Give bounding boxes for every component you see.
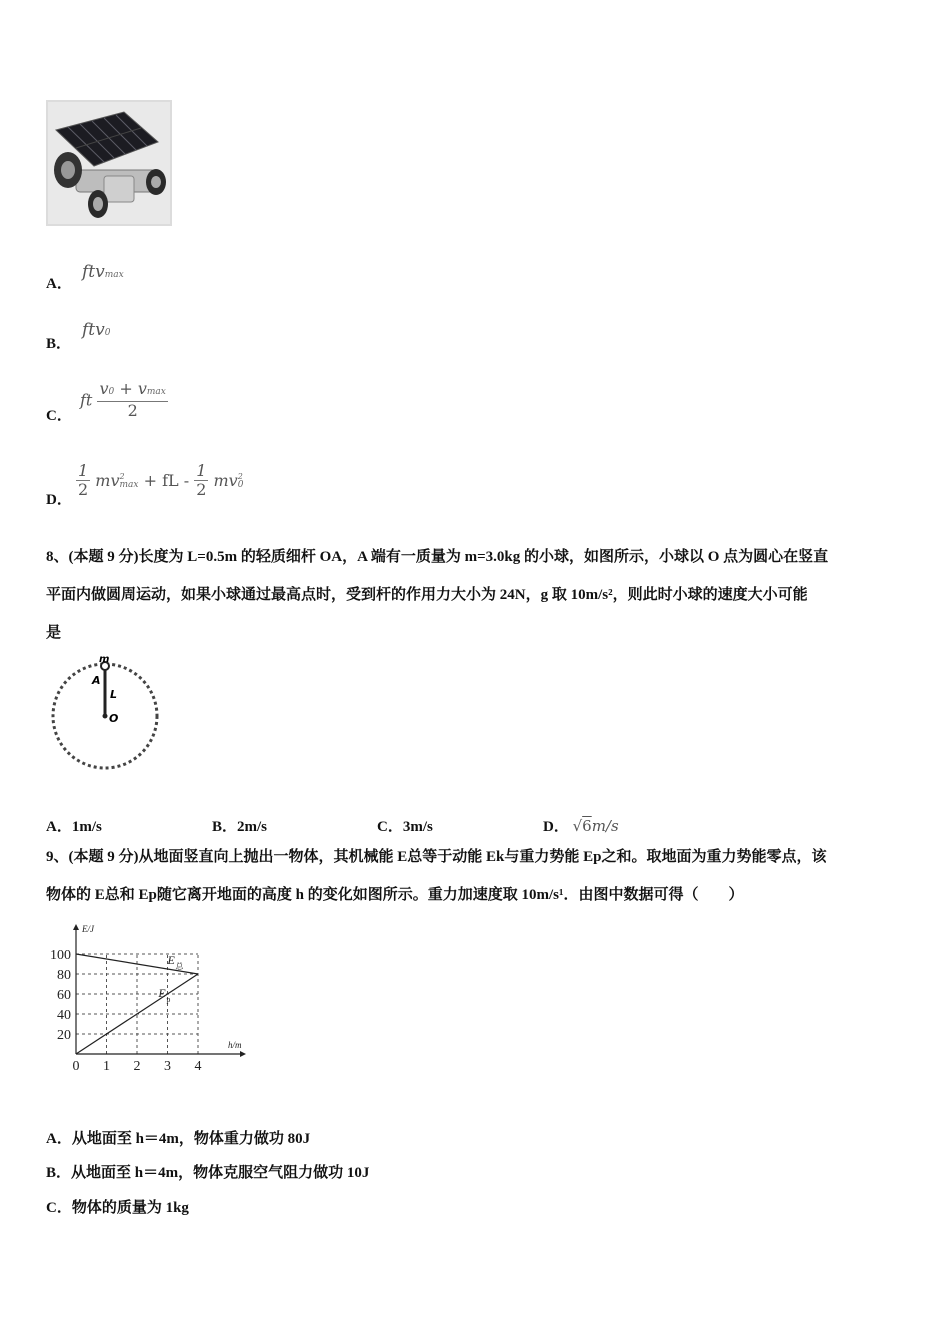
q9-option-b[interactable]: B．从地面至 h＝4m，物体克服空气阻力做功 10J <box>46 1165 370 1181</box>
q8-line-2: 平面内做圆周运动，如果小球通过最高点时，受到杆的作用力大小为 24N，g 取 10m/s²，则此时小球的速度大小可能 <box>46 587 808 603</box>
q7-option-b[interactable] <box>46 332 71 353</box>
q8-line-3: 是 <box>46 625 62 641</box>
x-tick-label: 2 <box>133 1059 141 1074</box>
q7-formula-c: ft $\frac{v0 + vmax}{2}$ <box>80 379 166 420</box>
q9-question <box>46 838 916 914</box>
x-tick-label: 4 <box>194 1059 202 1074</box>
q9-option-a[interactable]: A．从地面至 h＝4m，物体重力做功 80J <box>46 1131 311 1147</box>
q8-option-a[interactable]: A．1m/s <box>46 819 102 835</box>
y-axis-arrow <box>73 924 79 930</box>
series-label-sub: 总 <box>175 962 184 971</box>
fig-label-a: A <box>92 674 101 687</box>
q8-question <box>46 538 916 652</box>
option-a-label: A． <box>46 276 72 292</box>
y-tick-label: 40 <box>57 1008 71 1023</box>
x-tick-label: 0 <box>72 1059 80 1074</box>
q8-option-c[interactable]: C．3m/s <box>377 819 433 835</box>
q7-formula-b: ftv0 <box>82 320 111 340</box>
fig-label-o: O <box>109 712 119 725</box>
q9-option-c[interactable]: C．物体的质量为 1kg <box>46 1200 189 1216</box>
y-tick-label: 20 <box>57 1028 71 1043</box>
series-label-ep: E <box>158 986 166 1000</box>
q8-option-d[interactable]: D． √6m/s <box>543 817 619 835</box>
solar-car-image <box>46 100 172 226</box>
y-axis-label: E/J <box>82 924 94 934</box>
series-label-e-total: E <box>167 953 175 967</box>
q7-option-c[interactable] <box>46 404 72 425</box>
fig-label-l: L <box>110 688 118 701</box>
q8-circle-figure <box>48 654 163 772</box>
q9-line-1: 9、(本题 9 分)从地面竖直向上抛出一物体，其机械能 E总等于动能 Ek与重力势能 Ep之和。取地面为重力势能零点，该 <box>46 849 827 865</box>
y-tick-label: 60 <box>57 988 71 1003</box>
q7-formula-a: ftvmax <box>82 262 124 282</box>
x-axis-label: h/m <box>228 1040 242 1050</box>
x-axis-arrow <box>240 1051 246 1057</box>
q7-formula-d: $\frac{1}{2}$ mv 2 max + fL - $\frac{1}{2}$ mv 2 0 <box>78 461 244 499</box>
q7-option-d[interactable] <box>46 488 72 509</box>
series-label-sub: p <box>166 995 171 1004</box>
q9-line-2: 物体的 E总和 Ep随它离开地面的高度 h 的变化如图所示。重力加速度取 10m/s¹．由图中数据可得（ ） <box>46 887 744 903</box>
energy-height-chart <box>40 920 260 1092</box>
option-d-label: D． <box>46 492 72 508</box>
q8-option-b[interactable]: B．2m/s <box>212 819 268 835</box>
option-c-label: C． <box>46 408 72 424</box>
option-b-label: B． <box>46 336 72 352</box>
q7-option-a[interactable] <box>46 272 72 293</box>
x-tick-label: 1 <box>103 1059 110 1074</box>
y-tick-label: 80 <box>57 968 71 983</box>
fig-label-m: m <box>99 654 110 665</box>
x-tick-label: 3 <box>164 1059 171 1074</box>
q8-line-1: 8、(本题 9 分)长度为 L=0.5m 的轻质细杆 OA，A 端有一质量为 m=3.0kg 的小球，如图所示，小球以 O 点为圆心在竖直 <box>46 549 829 565</box>
y-tick-label: 100 <box>50 948 71 963</box>
